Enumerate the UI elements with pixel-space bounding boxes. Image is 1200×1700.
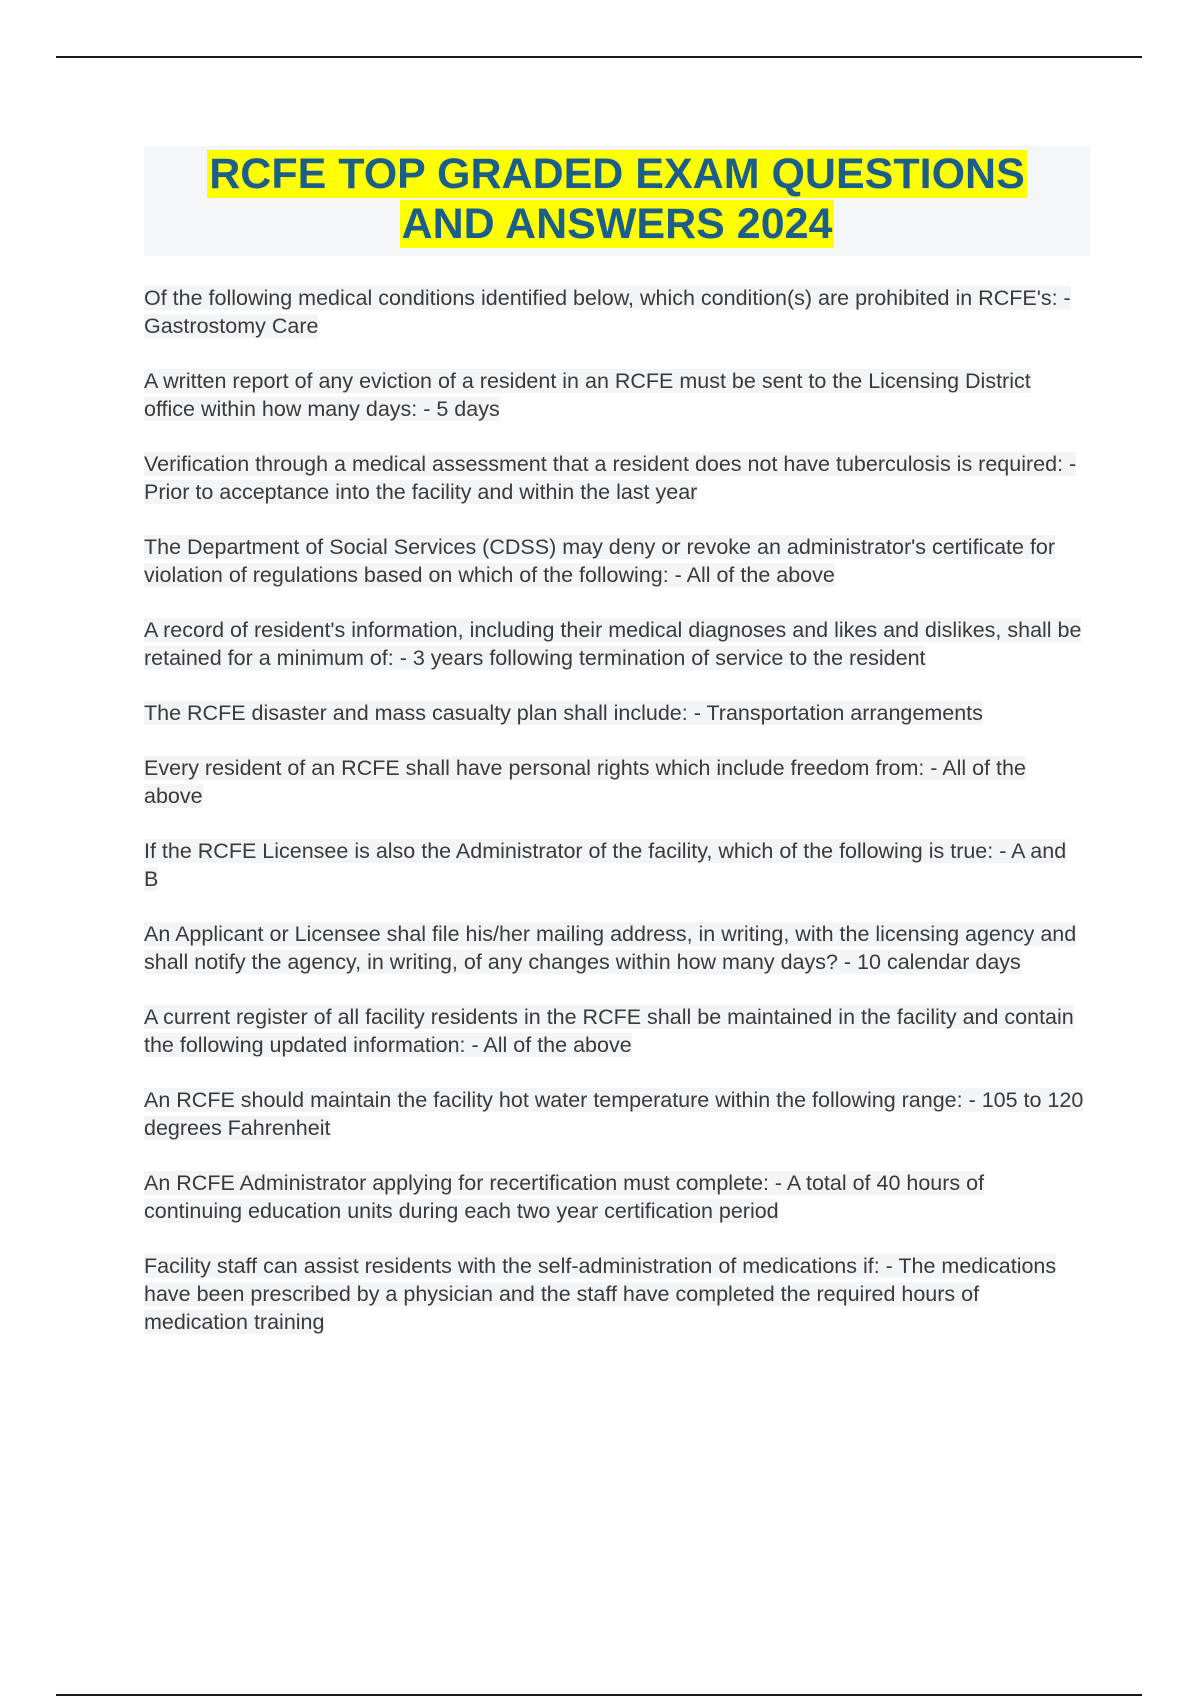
- title-line-1: RCFE TOP GRADED EXAM QUESTIONS: [209, 150, 1025, 198]
- qa-item: An Applicant or Licensee shal file his/her mailing address, in writing, with the licensing agency and shall notify the agency, in writing, of any changes within how many days? - 10 calendar days: [144, 922, 1077, 974]
- qa-item: If the RCFE Licensee is also the Administrator of the facility, which of the following is true: - A and B: [144, 839, 1067, 891]
- qa-item: An RCFE Administrator applying for recertification must complete: - A total of 40 hours of continuing education units during each two year certification period: [144, 1171, 985, 1223]
- qa-item: Verification through a medical assessment that a resident does not have tuberculosis is required: - Prior to acceptance into the facility and within the last year: [144, 452, 1077, 504]
- title-line-2: AND ANSWERS 2024: [401, 200, 833, 248]
- qa-list: [144, 284, 1084, 1363]
- qa-item: Of the following medical conditions identified below, which condition(s) are prohibited in RCFE's: - Gastrostomy Care: [144, 286, 1071, 338]
- qa-item: A current register of all facility residents in the RCFE shall be maintained in the facility and contain the following updated information: - All of the above: [144, 1005, 1074, 1057]
- qa-item: The RCFE disaster and mass casualty plan shall include: - Transportation arrangements: [144, 701, 983, 725]
- qa-item: Facility staff can assist residents with the self-administration of medications if: - The medications have been prescribed by a physician and the staff have completed the required hours of medication training: [144, 1254, 1057, 1334]
- qa-item: A written report of any eviction of a resident in an RCFE must be sent to the Licensing District office within how many days: - 5 days: [144, 369, 1031, 421]
- qa-item: A record of resident's information, including their medical diagnoses and likes and dislikes, shall be retained for a minimum of: - 3 years following termination of service to the resident: [144, 618, 1082, 670]
- qa-item: Every resident of an RCFE shall have personal rights which include freedom from: - All of the above: [144, 756, 1026, 808]
- top-rule: [56, 56, 1142, 58]
- document-title: [144, 146, 1090, 256]
- bottom-rule: [56, 1694, 1142, 1696]
- qa-item: An RCFE should maintain the facility hot water temperature within the following range: - 105 to 120 degrees Fahrenheit: [144, 1088, 1084, 1140]
- qa-item: The Department of Social Services (CDSS) may deny or revoke an administrator's certificate for violation of regulations based on which of the following: - All of the above: [144, 535, 1056, 587]
